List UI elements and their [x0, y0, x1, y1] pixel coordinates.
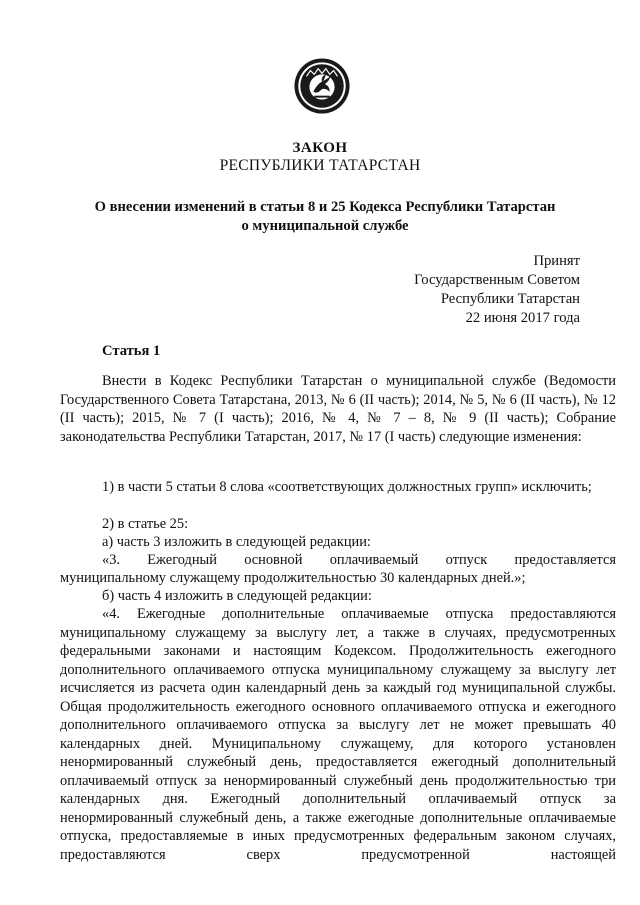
article-heading: Статья 1: [102, 343, 161, 359]
republic-title: РЕСПУБЛИКИ ТАТАРСТАН: [219, 157, 421, 174]
amendment-2b-text: «4. Ежегодные дополнительные оплачиваемые отпуска предоставляются муниципальному служащему за выслугу лет, а также в случаях, предусмотренных федеральными законами и настоящим Кодексом. Продолжительность ежегодного дополнительного оплачиваемого отпуска муниципальному служащему за выслугу лет исчисляется из расчета один календарный день за каждый год муниципальной службы. Общая продолжительность ежегодного основного оплачиваемого отпуска и ежегодного дополнительного оплачиваемого отпуска за выслугу лет не может превышать 40 календарных дней. Муниципальному служащему, для которого установлен ненормированный служебный день, предоставляется ежегодный дополнительный оплачиваемый отпуск за ненормированный служебный день продолжительностью три календарных дня. Ежегодный дополнительный оплачиваемый отпуск за ненормированный служебный день, а также ежегодные дополнительные оплачиваемые отпуска, предоставляемые в иных предусмотренных федеральным законом случаях, предоставляются сверх предусмотренной настоящей: [60, 606, 616, 863]
amendment-item-2a: а) часть 3 изложить в следующей редакции:: [102, 534, 371, 550]
subject-line: О внесении изменений в статьи 8 и 25 Кодекса Республики Татарстан: [94, 199, 556, 215]
adoption-line: Государственным Советом: [414, 272, 580, 288]
law-title: ЗАКОН: [292, 140, 348, 156]
adoption-block: [320, 252, 580, 328]
coat-of-arms-icon: [293, 57, 351, 115]
adoption-line: Республики Татарстан: [440, 291, 580, 307]
amendment-item-2: 2) в статье 25:: [102, 516, 189, 532]
amendment-item-2b: б) часть 4 изложить в следующей редакции:: [102, 588, 372, 604]
amendment-2a-text: муниципальному служащему продолжительностью 30 календарных дней.»;: [60, 570, 526, 586]
article-intro: Внести в Кодекс Республики Татарстан о муниципальной службе (Ведомости Государственного Совета Татарстана, 2013, № 6 (II часть); 2014, № 5, № 6 (II часть), № 12 (II часть); 2015, № 7 (I часть); 2016, № 4, № 7 – 8, № 9 (II часть); Собрание законодательства Республики Татарстан, 2017, № 17 (I часть) следующие изменения:: [60, 373, 616, 445]
subject-line: о муниципальной службе: [241, 218, 409, 234]
amendment-item-1: 1) в части 5 статьи 8 слова «соответствующих должностных групп» исключить;: [102, 479, 592, 495]
amendment-2a-text: «3. Ежегодный основной оплачиваемый отпуск предоставляется: [102, 552, 616, 568]
adoption-line: Принят: [533, 253, 580, 269]
law-subject: [60, 198, 590, 236]
adoption-date: 22 июня 2017 года: [465, 310, 580, 326]
